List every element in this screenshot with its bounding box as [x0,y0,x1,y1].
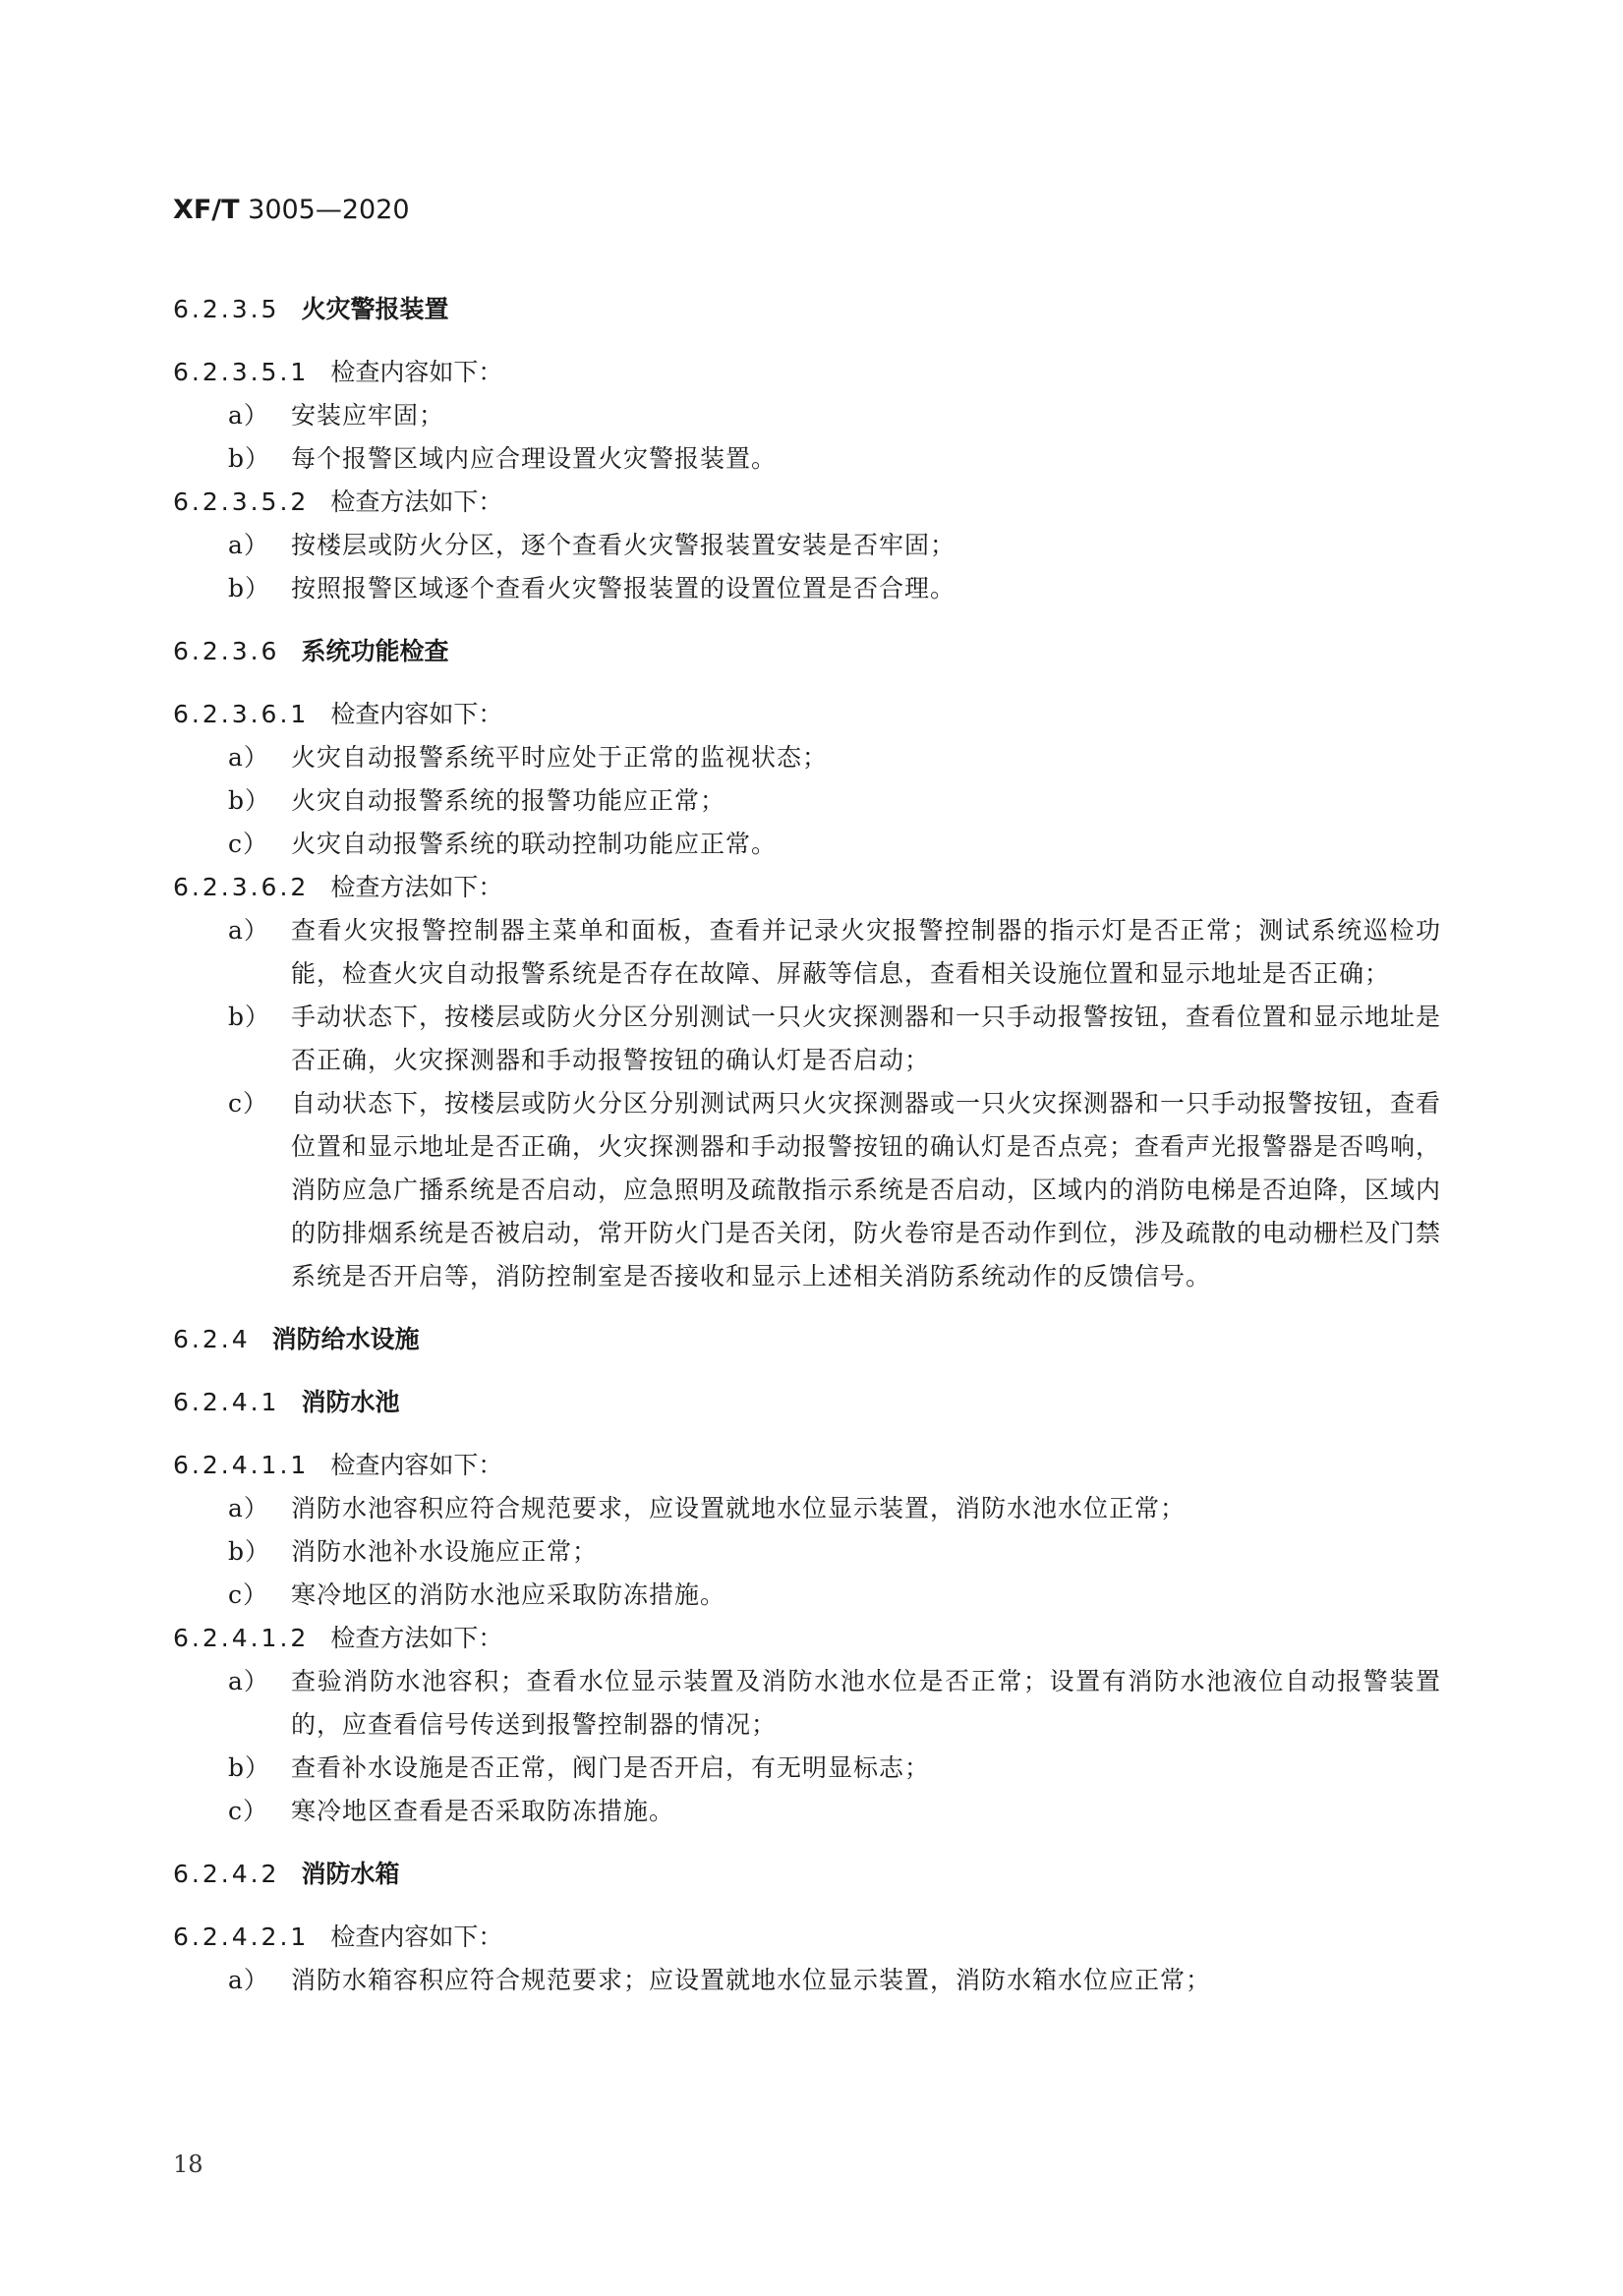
list-item [173,779,1441,823]
clause-number: 6.2.4.1.2 [173,1624,310,1652]
clause-number: 6.2.3.6.2 [173,873,310,901]
section-heading-6-2-3-5 [173,288,1441,331]
list-marker: b） [228,1537,271,1566]
list-item-text: 消防水池补水设施应正常； [291,1537,599,1566]
list-item [173,996,1441,1082]
list-item [173,909,1441,996]
list-item-text: 按照报警区域逐个查看火灾警报装置的设置位置是否合理。 [291,574,956,603]
list-item-text: 每个报警区域内应合理设置火灾警报装置。 [291,444,778,473]
list-marker: a） [228,1494,269,1522]
clause-text: 检查方法如下： [330,873,503,901]
list-item-text: 查验消防水池容积；查看水位显示装置及消防水池水位是否正常；设置有消防水池液位自动报警装置的，应查看信号传送到报警控制器的情况； [291,1667,1441,1739]
list-item [173,1790,1441,1833]
list-marker: a） [228,743,269,772]
list-item-text: 查看补水设施是否正常，阀门是否开启，有无明显标志； [291,1753,931,1782]
section-number: 6.2.3.5 [173,295,280,323]
list-item [173,1747,1441,1790]
clause-6-2-4-2-1 [173,1916,1441,1959]
list-item [173,1574,1441,1617]
list-marker: a） [228,916,269,945]
clause-6-2-3-5-2 [173,481,1441,524]
list-item [173,1487,1441,1530]
list-item [173,437,1441,481]
list-marker: b） [228,786,271,815]
list-item [173,1959,1441,2002]
list-item-text: 安装应牢固； [291,401,445,430]
section-title: 消防水池 [301,1388,400,1416]
list-marker: a） [228,1966,269,1994]
list-item [173,1660,1441,1747]
list-item-text: 按楼层或防火分区，逐个查看火灾警报装置安装是否牢固； [291,531,956,559]
clause-text: 检查方法如下： [330,1624,503,1652]
list-item [173,394,1441,437]
list-marker: c） [228,830,269,858]
clause-6-2-3-6-1 [173,693,1441,736]
clause-text: 检查内容如下： [330,1923,503,1951]
clause-text: 检查内容如下： [330,358,503,386]
section-title: 消防给水设施 [271,1325,420,1353]
list-marker: c） [228,1089,269,1118]
list-item-text: 手动状态下，按楼层或防火分区分别测试一只火灾探测器和一只手动报警按钮，查看位置和显示地址是否正确，火灾探测器和手动报警按钮的确认灯是否启动； [291,1003,1442,1074]
list-item-text: 自动状态下，按楼层或防火分区分别测试两只火灾探测器或一只火灾探测器和一只手动报警按钮，查看位置和显示地址是否正确，火灾探测器和手动报警按钮的确认灯是否点亮；查看声光报警器是否鸣响，消防应急广播系统是否启动，应急照明及疏散指示系统是否启动，区域内的消防电梯是否迫降，区域内的防排烟系统是否被启动，常开防火门是否关闭，防火卷帘是否动作到位，涉及疏散的电动栅栏及门禁系统是否开启等，消防控制室是否接收和显示上述相关消防系统动作的反馈信号。 [291,1089,1442,1291]
section-title: 消防水箱 [301,1860,400,1888]
list-item [173,524,1441,567]
section-heading-6-2-4-2 [173,1853,1441,1896]
list-marker: a） [228,1667,269,1695]
clause-number: 6.2.3.5.1 [173,358,310,386]
clause-6-2-4-1-1 [173,1444,1441,1487]
list-marker: b） [228,1003,271,1031]
clause-number: 6.2.3.6.1 [173,700,310,728]
list-item-text: 消防水箱容积应符合规范要求；应设置就地水位显示装置，消防水箱水位应正常； [291,1966,1212,1994]
list-item-text: 火灾自动报警系统的联动控制功能应正常。 [291,830,778,858]
standard-prefix: XF/T [173,195,240,225]
standard-header [173,195,410,225]
section-number: 6.2.4 [173,1325,251,1353]
clause-number: 6.2.4.2.1 [173,1923,310,1951]
clause-text: 检查内容如下： [330,1451,503,1479]
section-heading-6-2-3-6 [173,630,1441,673]
clause-6-2-3-6-2 [173,866,1441,909]
section-number: 6.2.4.2 [173,1860,280,1888]
list-item [173,1082,1441,1298]
section-number: 6.2.3.6 [173,637,280,665]
clause-text: 检查方法如下： [330,488,503,516]
standard-number: 3005—2020 [248,195,410,225]
section-heading-6-2-4-1 [173,1381,1441,1424]
section-title: 火灾警报装置 [301,295,449,323]
list-marker: b） [228,444,271,473]
list-item-text: 火灾自动报警系统的报警功能应正常； [291,786,726,815]
list-item [173,1530,1441,1574]
page-number: 18 [173,2151,203,2178]
clause-text: 检查内容如下： [330,700,503,728]
list-item [173,567,1441,610]
clause-number: 6.2.4.1.1 [173,1451,310,1479]
list-marker: c） [228,1797,269,1825]
list-item-text: 寒冷地区查看是否采取防冻措施。 [291,1797,675,1825]
list-marker: c） [228,1580,269,1609]
list-marker: b） [228,1753,271,1782]
list-marker: a） [228,531,269,559]
section-title: 系统功能检查 [301,637,449,665]
section-heading-6-2-4 [173,1318,1441,1361]
section-number: 6.2.4.1 [173,1388,280,1416]
clause-number: 6.2.3.5.2 [173,488,310,516]
clause-6-2-4-1-2 [173,1617,1441,1660]
list-item-text: 火灾自动报警系统平时应处于正常的监视状态； [291,743,829,772]
list-item [173,823,1441,866]
list-item-text: 查看火灾报警控制器主菜单和面板，查看并记录火灾报警控制器的指示灯是否正常；测试系统巡检功能，检查火灾自动报警系统是否存在故障、屏蔽等信息，查看相关设施位置和显示地址是否正确； [291,916,1441,988]
list-marker: b） [228,574,271,603]
document-body [173,288,1441,2002]
list-item [173,736,1441,779]
list-item-text: 寒冷地区的消防水池应采取防冻措施。 [291,1580,726,1609]
clause-6-2-3-5-1 [173,351,1441,394]
list-marker: a） [228,401,269,430]
list-item-text: 消防水池容积应符合规范要求，应设置就地水位显示装置，消防水池水位正常； [291,1494,1187,1522]
